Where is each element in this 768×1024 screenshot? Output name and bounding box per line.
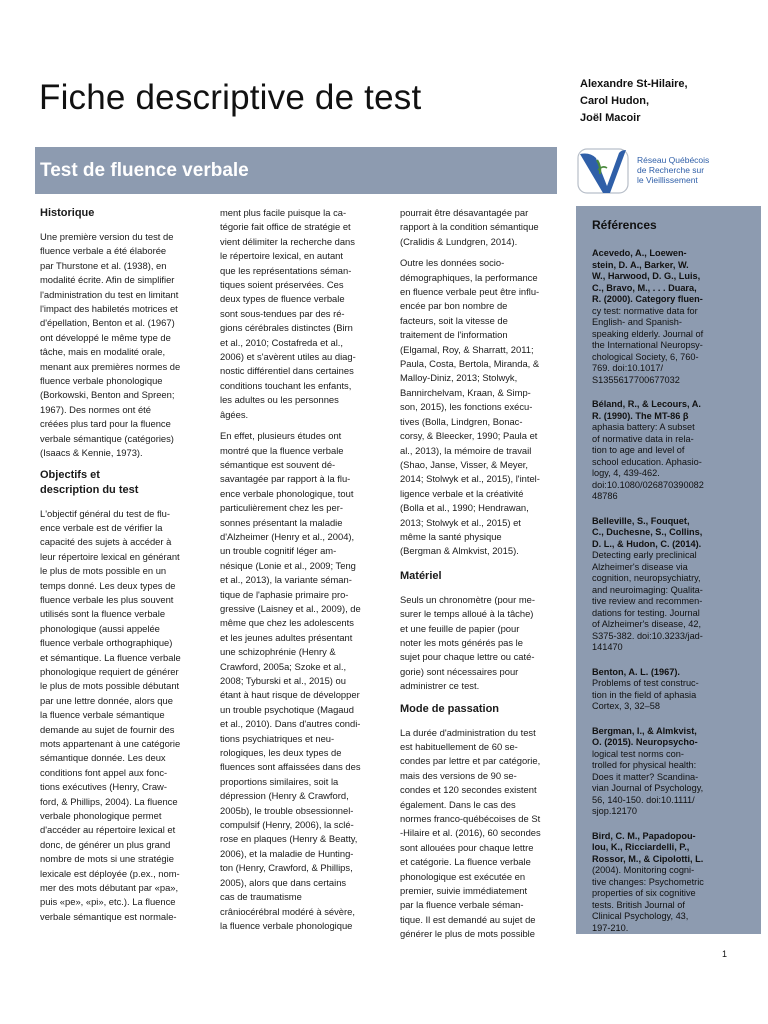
text-line: (Bergman & Almkvist, 2015). — [400, 545, 519, 557]
text-line: même la santé physique — [400, 530, 502, 542]
text-line: sont allouées pour chaque lettre — [400, 841, 534, 853]
reference-line: 141470 — [592, 642, 623, 652]
reference-line: Belleville, S., Fouquet, — [592, 515, 690, 526]
text-line: un trouble psychotique (Magaud — [220, 703, 354, 715]
reference-line: English- and Spanish- — [592, 317, 682, 327]
text-line: tions exécutives (Henry, Craw- — [40, 781, 167, 793]
text-line: temps donné. Les deux types de — [40, 579, 176, 591]
paragraph-objectifs — [40, 507, 200, 925]
text-line: tique. Il est demandé au sujet de — [400, 913, 536, 925]
reference-line: doi:10.1080/026870390082 — [592, 479, 704, 490]
text-line: mais des versions de 90 se- — [400, 769, 517, 781]
references-list — [592, 248, 742, 947]
text-line: est habituellement de 60 se- — [400, 741, 518, 752]
text-line: proportions similaires, soit la — [220, 775, 339, 787]
reference-line: Bergman, I., & Almkvist, — [592, 725, 697, 736]
reference-line: S1355617700677032 — [592, 374, 680, 385]
reference-line: 56, 140-150. doi:10.1111/ — [592, 794, 695, 805]
text-line: savantagée par rapport à la flu- — [220, 473, 351, 485]
text-line: ford, & Phillips, 2004). La fluence — [40, 795, 178, 807]
text-line: démographiques, la performance — [400, 271, 538, 283]
reference-line: (2004). Monitoring cogni- — [592, 865, 695, 875]
text-line: fluence verbale orthographique) — [40, 637, 173, 649]
text-line: tives (Bolla, Lindgren, Bonac- — [400, 415, 523, 427]
text-line: lexicale est déployée (p.ex., nom- — [40, 867, 180, 879]
text-line: tâche, mais en modalité orale, — [40, 346, 166, 358]
text-line: l'impact des habiletés motrices et — [40, 303, 178, 315]
text-line: ligence verbale et la créativité — [400, 487, 524, 499]
text-line: demande au sujet de fournir des — [40, 723, 175, 735]
banner-title: Test de fluence verbale — [40, 160, 249, 181]
page-title: Fiche descriptive de test — [39, 78, 422, 117]
text-line: Seuls un chronomètre (pour me- — [400, 593, 535, 605]
text-line: par Thurstone et al. (1938), en — [40, 259, 167, 271]
text-line: sémantique donnée. Les deux — [40, 752, 166, 764]
reference-line: 48786 — [592, 491, 618, 501]
reference-item — [592, 667, 742, 713]
text-line: En effet, plusieurs études ont — [220, 430, 342, 442]
reference-item — [592, 399, 742, 503]
text-line: condes et 120 secondes existent — [400, 784, 537, 796]
page-number: 1 — [722, 949, 728, 959]
text-line: conditions font appel aux fonc- — [40, 766, 168, 778]
text-line: Paula, Costa, Bertola, Miranda, & — [400, 358, 540, 370]
text-line: compulsif (Henry, 2006), la sclé- — [220, 819, 354, 831]
text-line: nésique (Lonie et al., 2009; Teng — [220, 559, 356, 571]
reference-line: S375-382. doi:10.3233/jad- — [592, 630, 703, 641]
text-line: (Elgamal, Roy, & Sharratt, 2011; — [400, 343, 534, 355]
text-line: La durée d'administration du test — [400, 726, 536, 738]
text-line: fluences sont affaissées dans des — [220, 761, 361, 773]
reference-line: Bird, C. M., Papadopou- — [592, 830, 696, 841]
reference-line: Acevedo, A., Loewen- — [592, 248, 687, 258]
text-line: et al., 2013), la variante séman- — [220, 574, 352, 586]
reference-line: lou, K., Ricciardelli, P., — [592, 842, 690, 852]
text-line: crâniocérébral modéré à sévère, — [220, 905, 355, 917]
text-line: 2006) et s'avèrent utiles au diag- — [220, 351, 356, 363]
text-line: tions psychiatriques et neu- — [220, 732, 335, 744]
text-line: d'épellation, Benton et al. (1967) — [40, 317, 175, 329]
reference-line: R. (2000). Category fluen- — [592, 294, 703, 304]
text-line: menant aux premières normes de — [40, 360, 181, 372]
reference-item — [592, 726, 742, 818]
reference-line: aphasia battery: A subset — [592, 422, 695, 432]
text-line: al., 2013), la mémoire de travail — [400, 444, 532, 456]
text-line: corsy, & Bleecker, 1990; Paula et — [400, 430, 538, 442]
paragraph — [400, 256, 560, 559]
text-line: la fluence verbale phonologique — [220, 919, 353, 931]
text-line: modalité écrite. Afin de simplifier — [40, 274, 175, 286]
reference-line: D. L., & Hudon, C. (2014). — [592, 538, 702, 549]
reference-line: tests. British Journal of — [592, 899, 685, 910]
text-line: capacité des sujets à accéder à — [40, 536, 172, 548]
text-line: tique de l'aphasie primaire pro- — [220, 588, 349, 600]
text-line: puis «pe», «pi», etc.). La fluence — [40, 896, 176, 908]
reference-line: of Alzheimer's disease, 42, — [592, 619, 701, 629]
text-line: et une feuille de papier (pour — [400, 622, 520, 634]
reference-line: properties of six cognitive — [592, 888, 696, 898]
text-line: facteurs, soit la vitesse de — [400, 314, 508, 326]
author-name: Carol Hudon, — [580, 95, 650, 107]
text-line: l'administration du test en limitant — [40, 288, 179, 300]
text-line: ont développé le même type de — [40, 331, 171, 343]
reference-line: logical test norms con- — [592, 748, 684, 759]
reference-line: the International Neuropsy- — [592, 340, 703, 350]
column-2 — [220, 206, 380, 940]
reference-line: cy test: normative data for — [592, 305, 698, 316]
text-line: mer des mots débutant par «pa», — [40, 882, 179, 894]
text-line: ence verbale phonologique, tout — [220, 487, 354, 499]
text-line: par une lettre donnée, alors que — [40, 694, 173, 706]
text-line: -Hilaire et al. (2016), 60 secondes — [400, 827, 541, 839]
references-heading: Références — [592, 218, 657, 232]
text-line: pourrait être désavantagée par — [400, 207, 529, 218]
paragraph — [220, 206, 380, 422]
author-name: Joël Macoir — [580, 112, 641, 124]
text-line: rologiques, les deux types de — [220, 747, 342, 759]
text-line: créées plus tard pour la fluence — [40, 418, 171, 430]
reference-line: and neuroimaging: Qualita- — [592, 584, 703, 595]
text-line: Malloy-Diniz, 2013; Stolwyk, — [400, 372, 518, 384]
reference-line: tion in the field of aphasia — [592, 689, 697, 700]
text-line: même que chez les adolescents — [220, 617, 354, 629]
text-line: phonologique (aussi appelée — [40, 622, 160, 634]
reference-line: vian Journal of Psychology, — [592, 783, 704, 793]
text-line: administrer ce test. — [400, 680, 480, 692]
text-line: sont sous-tendues par des ré- — [220, 307, 345, 319]
text-line: noter les mots générés pas le — [400, 636, 523, 648]
text-line: mots appartenant à une catégorie — [40, 738, 181, 749]
text-line: par la fluence verbale séman- — [400, 899, 524, 911]
reference-line: tive review and recommen- — [592, 596, 703, 606]
column-1 — [40, 206, 200, 931]
text-line: 2008; Tyburski et al., 2015) ou — [220, 675, 346, 686]
reference-line: 769. doi:10.1017/ — [592, 363, 664, 373]
text-line: sémantique est souvent dé- — [220, 458, 336, 470]
logo-text — [637, 155, 709, 185]
text-line: (Isaacs & Kennie, 1973). — [40, 447, 143, 459]
text-line: le plus de mots possible débutant — [40, 680, 180, 692]
text-line: nostic différentiel dans certaines — [220, 365, 354, 377]
text-line: sujet pour chaque lettre ou caté- — [400, 651, 535, 663]
reference-item — [592, 831, 742, 935]
text-line: (Cralidis & Lundgren, 2014). — [400, 235, 518, 247]
logo-line: le Vieillissement — [637, 175, 698, 185]
text-line: fluence verbale a été élaborée — [40, 245, 167, 257]
reference-line: 197-210. — [592, 922, 629, 933]
column-3 — [400, 206, 560, 949]
reference-line: chological Society, 6, 760- — [592, 351, 699, 362]
text-line: et sémantique. La fluence verbale — [40, 651, 181, 663]
reference-line: sjop.12170 — [592, 806, 637, 816]
section-heading-mode: Mode de passation — [400, 702, 500, 715]
section-heading-historique: Historique — [40, 207, 95, 219]
text-line: nombre de mots si une stratégie — [40, 853, 174, 865]
reference-line: Béland, R., & Lecours, A. — [592, 399, 701, 409]
text-line: montré que la fluence verbale — [220, 444, 344, 456]
text-line: 2005), alors que dans certains — [220, 876, 347, 888]
text-line: une schizophrénie (Henry & — [220, 646, 336, 658]
text-line: et al., 2010; Costafreda et al., — [220, 336, 343, 348]
text-line: le plus de mots possible en un — [40, 565, 167, 577]
text-line: Crawford, 2005a; Szoke et al., — [220, 660, 347, 672]
reference-line: Alzheimer's disease via — [592, 561, 688, 572]
text-line: et les jeunes adultes présentant — [220, 631, 353, 643]
text-line: verbale phonologique permet — [40, 810, 162, 822]
text-line: son, 2015), les fonctions exécu- — [400, 401, 533, 413]
text-line: rapport à la condition sémantique — [400, 221, 539, 233]
section-heading-objectifs — [40, 468, 200, 498]
reference-line: tive changes: Psychometric — [592, 876, 704, 887]
text-line: Une première version du test de — [40, 231, 174, 242]
text-line: Objectifs et — [40, 468, 100, 481]
text-line: surer le temps alloué à la tâche) — [400, 608, 534, 620]
text-line: ton (Henry, Crawford, & Phillips, — [220, 862, 353, 874]
text-line: ence verbale est de vérifier la — [40, 521, 163, 533]
text-line: particulièrement chez les per- — [220, 502, 343, 514]
reference-line: logy, 4, 439-462. — [592, 468, 660, 478]
authors-block — [580, 76, 688, 127]
reference-line: cognition, neuropsychiatry, — [592, 573, 701, 583]
reference-line: Benton, A. L. (1967). — [592, 666, 680, 677]
text-line: fluence verbale phonologique — [40, 375, 163, 387]
v-logo-icon — [576, 146, 636, 196]
text-line: premier, suivie immédiatement — [400, 885, 528, 897]
text-line: tégorie fait office de stratégie et — [220, 221, 351, 233]
reference-line: Does it matter? Scandina- — [592, 771, 699, 782]
text-line: âgées. — [220, 408, 249, 420]
text-line: d'accéder au répertoire lexical et — [40, 824, 176, 836]
text-line: phonologique requiert de générer — [40, 665, 179, 677]
text-line: fluence verbale les plus souvent — [40, 593, 174, 605]
reference-item — [592, 516, 742, 654]
paragraph — [220, 429, 380, 933]
text-line: et al., 2010). Dans d'autres condi- — [220, 718, 361, 730]
text-line: vient délimiter la recherche dans — [220, 235, 355, 247]
text-line: conditions touchant les enfants, — [220, 379, 352, 391]
text-line: et catégorie. La fluence verbale — [400, 856, 531, 868]
reference-line: R. (1990). The MT-86 β — [592, 410, 689, 421]
reference-line: Cortex, 3, 32–58 — [592, 701, 660, 711]
reference-line: speaking elderly. Journal of — [592, 328, 704, 339]
reference-line: Rossor, M., & Cipolotti, L. — [592, 853, 704, 864]
text-line: dépression (Henry & Crawford, — [220, 790, 349, 802]
section-banner — [35, 147, 557, 194]
text-line: donc, de générer un plus grand — [40, 838, 171, 850]
text-line: (Bolla et al., 1990; Hendrawan, — [400, 502, 529, 514]
text-line: 2014; Stolwyk et al., 2015), l'intel- — [400, 473, 540, 485]
text-line: cas de traumatisme — [220, 891, 302, 903]
rqrv-logo — [576, 146, 756, 198]
logo-line: de Recherche sur — [637, 165, 705, 175]
text-line: que les représentations séman- — [220, 264, 352, 276]
reference-line: stein, D. A., Barker, W. — [592, 259, 689, 270]
reference-line: O. (2015). Neuropsycho- — [592, 737, 698, 747]
text-line: deux types de fluence verbale — [220, 293, 345, 305]
references-sidebar — [576, 206, 761, 934]
reference-line: Problems of test construc- — [592, 678, 699, 688]
paragraph-materiel — [400, 593, 560, 694]
text-line: traitement de l'information — [400, 329, 508, 341]
paragraph-historique — [40, 230, 200, 461]
text-line: verbale sémantique (catégories) — [40, 432, 174, 444]
reference-line: dations for testing. Journal — [592, 607, 700, 618]
reference-line: W., Harwood, D. G., Luis, — [592, 271, 701, 281]
text-line: utilisés sont la fluence verbale — [40, 608, 166, 620]
text-line: Bannirchelvam, Kraan, & Simp- — [400, 386, 531, 398]
text-line: rose en plaques (Henry & Beatty, — [220, 833, 358, 845]
reference-line: tion to age and level of — [592, 445, 685, 455]
reference-line: C., Duchesne, S., Collins, — [592, 527, 703, 537]
text-line: étant à haut risque de développer — [220, 689, 360, 701]
text-line: ment plus facile puisque la ca- — [220, 207, 347, 218]
text-line: le répertoire lexical, en autant — [220, 250, 343, 262]
text-line: leur répertoire lexical en générant — [40, 550, 180, 562]
text-line: générer le plus de mots possible — [400, 928, 535, 940]
text-line: en fluence verbale peut être influ- — [400, 286, 540, 298]
text-line: tiques soient préservées. Ces — [220, 279, 344, 291]
reference-line: school education. Aphasio- — [592, 456, 702, 467]
reference-line: trolled for physical health: — [592, 760, 697, 770]
text-line: gions cérébrales distinctes (Birn — [220, 322, 353, 334]
reference-line: Detecting early preclinical — [592, 550, 697, 560]
section-heading-materiel: Matériel — [400, 569, 442, 582]
text-line: L'objectif général du test de flu- — [40, 507, 170, 519]
text-line: 2006), et la maladie de Hunting- — [220, 847, 354, 859]
text-line: sonnes présentant la maladie — [220, 516, 343, 528]
logo-line: Réseau Québécois — [637, 155, 710, 165]
text-line: normes franco-québécoises de St — [400, 813, 541, 825]
text-line: condes par lettre et par catégorie, — [400, 755, 541, 767]
text-line: (Shao, Janse, Visser, & Meyer, — [400, 458, 529, 470]
text-line: phonologique est exécutée en — [400, 870, 526, 882]
text-line: gressive (Laisney et al., 2009), de — [220, 602, 361, 614]
text-line: 1967). Des normes ont été — [40, 403, 151, 415]
author-name: Alexandre St-Hilaire, — [580, 78, 688, 90]
text-line: encée par bon nombre de — [400, 300, 508, 312]
text-line: Outre les données socio- — [400, 257, 505, 269]
text-line: description du test — [40, 483, 139, 496]
paragraph — [400, 206, 560, 249]
text-line: gorie) sont nécessaires pour — [400, 665, 519, 677]
paragraph-mode — [400, 726, 560, 942]
reference-line: of normative data in rela- — [592, 433, 694, 444]
text-line: 2013; Stolwyk et al., 2015) et — [400, 516, 521, 528]
reference-item — [592, 248, 742, 386]
text-line: les adultes ou les personnes — [220, 394, 339, 406]
text-line: (Borkowski, Benton and Spreen; — [40, 389, 175, 401]
text-line: également. Dans le cas des — [400, 798, 516, 810]
reference-line: Clinical Psychology, 43, — [592, 911, 689, 921]
text-line: verbale sémantique est normale- — [40, 910, 177, 922]
text-line: un trouble cognitif léger am- — [220, 545, 337, 557]
text-line: la fluence verbale sémantique — [40, 709, 165, 721]
text-line: 2005b), le trouble obsessionnel- — [220, 804, 354, 816]
text-line: d'Alzheimer (Henry et al., 2004), — [220, 530, 355, 542]
reference-line: C., Bravo, M., . . . Duara, — [592, 282, 697, 293]
